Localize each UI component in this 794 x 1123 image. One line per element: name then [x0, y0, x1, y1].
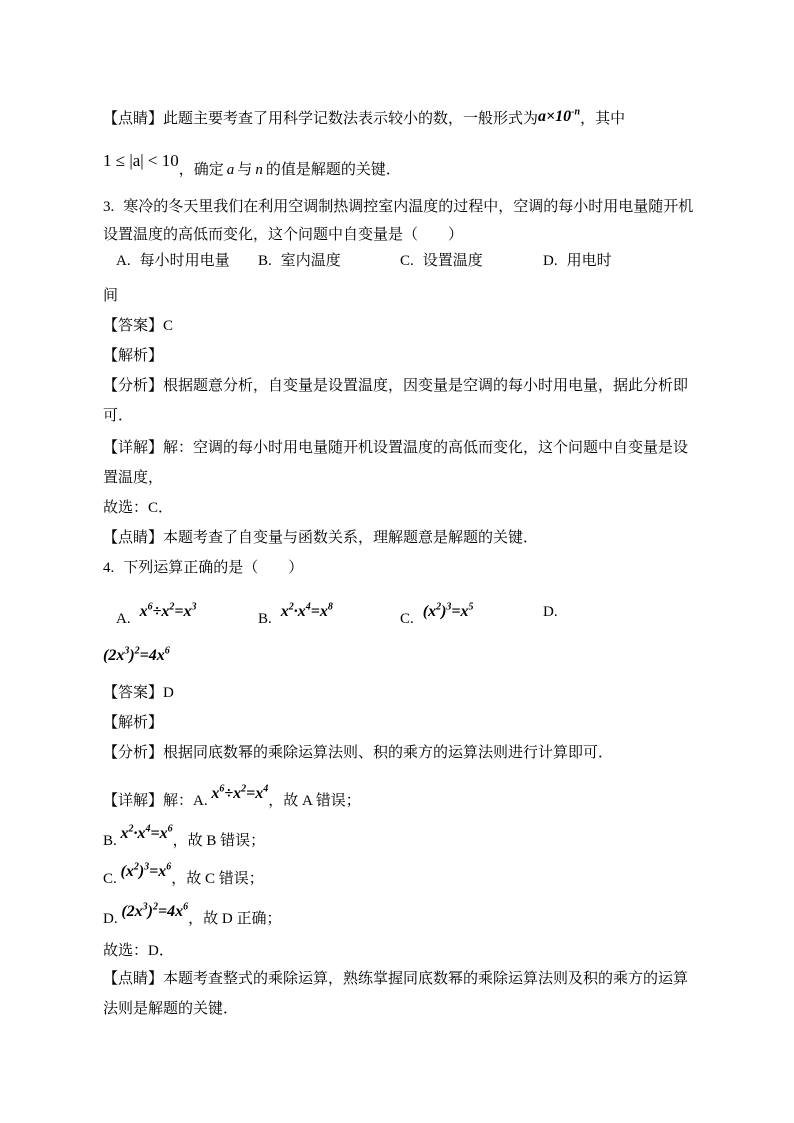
q4-detail-b-line: [103, 823, 709, 852]
q4-option-c-formula: $(x^2)^3=x^5$: [422, 601, 474, 620]
q4-option-d-formula: $(2x^3)^2=4x^6$: [103, 645, 170, 664]
q3-option-d-label: D.: [543, 253, 558, 269]
q4-stem-text: 下列运算正确的是（ ）: [123, 560, 304, 576]
q3-option-b-label: B.: [258, 253, 272, 269]
q4-option-b: [258, 601, 333, 630]
q3-option-d-text: 用电时: [566, 253, 612, 269]
q4-number: 4.: [103, 560, 115, 576]
q3-answer-label: 【答案】: [103, 318, 164, 334]
q4-detail-d-formula: $(2x^3)^2=4x^6$: [121, 901, 189, 920]
q4-detail-b-label: B.: [103, 833, 117, 849]
remark-sci-notation-line1: [103, 106, 709, 130]
q3-option-c: [400, 250, 483, 272]
remark-text-before: 此题主要考查了用科学记数法表示较小的数，一般形式为: [163, 111, 539, 127]
q3-detail-line2: [103, 467, 709, 489]
q4-detail-a-suffix: ，故 A 错误；: [268, 793, 361, 809]
q4-conclusion-text: 故选：D．: [103, 943, 174, 959]
q4-option-a-formula: $x^6\div x^2=x^3$: [139, 601, 197, 620]
q3-analysis-header: [103, 345, 709, 367]
q4-answer-line: [103, 682, 709, 704]
q4-detail-c-line: [103, 861, 709, 890]
q4-detail-c-label: C.: [103, 871, 117, 887]
q4-analysis-label: 【分析】: [103, 745, 164, 761]
q3-detail-line1: [103, 437, 709, 459]
q3-remark-line: [103, 527, 709, 549]
q4-remark-label: 【点睛】: [103, 971, 164, 987]
q3-stem-line2: [103, 224, 709, 246]
q3-analysis-header-label: 【解析】: [103, 348, 164, 364]
q4-option-a: [116, 601, 197, 630]
q4-detail-prefix: 解：A.: [163, 793, 208, 809]
q3-detail-label: 【详解】: [103, 440, 164, 456]
q4-remark-text1: 本题考查整式的乘除运算，熟练掌握同底数幂的乘除运算法则及积的乘方的运算: [163, 971, 689, 987]
q3-analysis-line2: [103, 405, 709, 427]
q3-analysis-text2: 可．: [103, 408, 134, 424]
q3-detail-text1: 解：空调的每小时用电量随开机设置温度的高低而变化，这个问题中自变量是设: [163, 440, 689, 456]
q4-detail-b-formula: $x^2\cdot x^4=x^6$: [120, 823, 173, 842]
q3-options-row: [103, 250, 709, 272]
q4-option-d: [543, 601, 567, 623]
q4-answer-value: D: [163, 685, 174, 701]
q3-option-c-text: 设置温度: [422, 253, 483, 269]
q4-stem-line: [103, 557, 709, 579]
remark-text-key: 的值是解题的关键．: [265, 162, 401, 178]
q4-analysis-text: 根据同底数幂的乘除运算法则、积的乘方的运算法则进行计算即可．: [163, 745, 614, 761]
general-form-formula: $a\times 10^{-n}$: [538, 106, 581, 125]
q4-analysis-line: [103, 742, 709, 764]
q3-analysis-line1: [103, 375, 709, 397]
q4-remark-line2: [103, 998, 709, 1020]
q4-answer-label: 【答案】: [103, 685, 164, 701]
q4-detail-c-suffix: ，故 C 错误；: [171, 871, 264, 887]
q3-stem-text2: 设置温度的高低而变化，这个问题中自变量是（ ）: [103, 227, 464, 243]
q3-option-a: [116, 250, 230, 272]
variable-n: n: [255, 162, 263, 178]
q4-conclusion: [103, 940, 709, 962]
q3-remark-text: 本题考查了自变量与函数关系，理解题意是解题的关键．: [163, 530, 539, 546]
q4-remark-text2: 法则是解题的关键．: [103, 1001, 239, 1017]
q4-option-c-label: C.: [400, 611, 414, 627]
q4-detail-a-formula: $x^6\div x^2=x^4$: [211, 783, 269, 802]
q3-option-b-text: 室内温度: [280, 253, 341, 269]
q4-option-c: [400, 601, 474, 630]
q3-option-d-continued: 间: [103, 288, 119, 304]
q4-remark-line1: [103, 968, 709, 990]
q4-detail-d-line: [103, 901, 709, 930]
q4-detail-b-suffix: ，故 B 错误；: [172, 833, 266, 849]
q4-options-row: [103, 601, 709, 631]
q3-stem-text1: 寒冷的冬天里我们在利用空调制热调控室内温度的过程中，空调的每小时用电量随开机: [123, 199, 694, 215]
q4-detail-d-suffix: ，故 D 正确；: [188, 911, 282, 927]
q3-option-d-wrap: [103, 285, 709, 307]
variable-a: a: [226, 162, 235, 178]
q3-answer-value: C: [163, 318, 174, 334]
remark-text-after: ，其中: [580, 111, 626, 127]
q3-conclusion: [103, 497, 709, 519]
q4-detail-a-line: [103, 783, 709, 812]
remark-sci-notation-line2: [103, 150, 709, 181]
q4-option-b-formula: $x^2\cdot x^4=x^8$: [280, 601, 333, 620]
q4-detail-c-formula: $(x^2)^3=x^6$: [120, 861, 172, 880]
q3-option-d: [543, 250, 612, 272]
q3-conclusion-text: 故选：C．: [103, 500, 174, 516]
q3-option-b: [258, 250, 341, 272]
q4-detail-d-label: D.: [103, 911, 118, 927]
remark-text-and: 与: [237, 162, 253, 178]
range-formula: 1 ≤ |a| < 10: [103, 151, 179, 170]
q4-option-d-label: D.: [543, 604, 558, 620]
q3-answer-line: [103, 315, 709, 337]
q3-stem-line1: [103, 196, 709, 218]
q3-option-a-label: A.: [116, 253, 131, 269]
q3-option-a-text: 每小时用电量: [139, 253, 230, 269]
q3-detail-text2: 置温度，: [103, 470, 164, 486]
q3-option-c-label: C.: [400, 253, 414, 269]
q3-analysis-text1: 根据题意分析，自变量是设置温度，因变量是空调的每小时用电量，据此分析即: [163, 378, 689, 394]
remark-label: 【点睛】: [103, 111, 164, 127]
q3-number: 3.: [103, 199, 115, 215]
q4-detail-label: 【详解】: [103, 793, 164, 809]
q4-analysis-header-label: 【解析】: [103, 715, 164, 731]
q4-option-d-formula-line: [103, 645, 709, 667]
q4-option-a-label: A.: [116, 611, 131, 627]
q3-analysis-label: 【分析】: [103, 378, 164, 394]
q4-analysis-header: [103, 712, 709, 734]
remark-text-confirm: ，确定: [178, 162, 224, 178]
q4-option-b-label: B.: [258, 611, 272, 627]
q3-remark-label: 【点睛】: [103, 530, 164, 546]
